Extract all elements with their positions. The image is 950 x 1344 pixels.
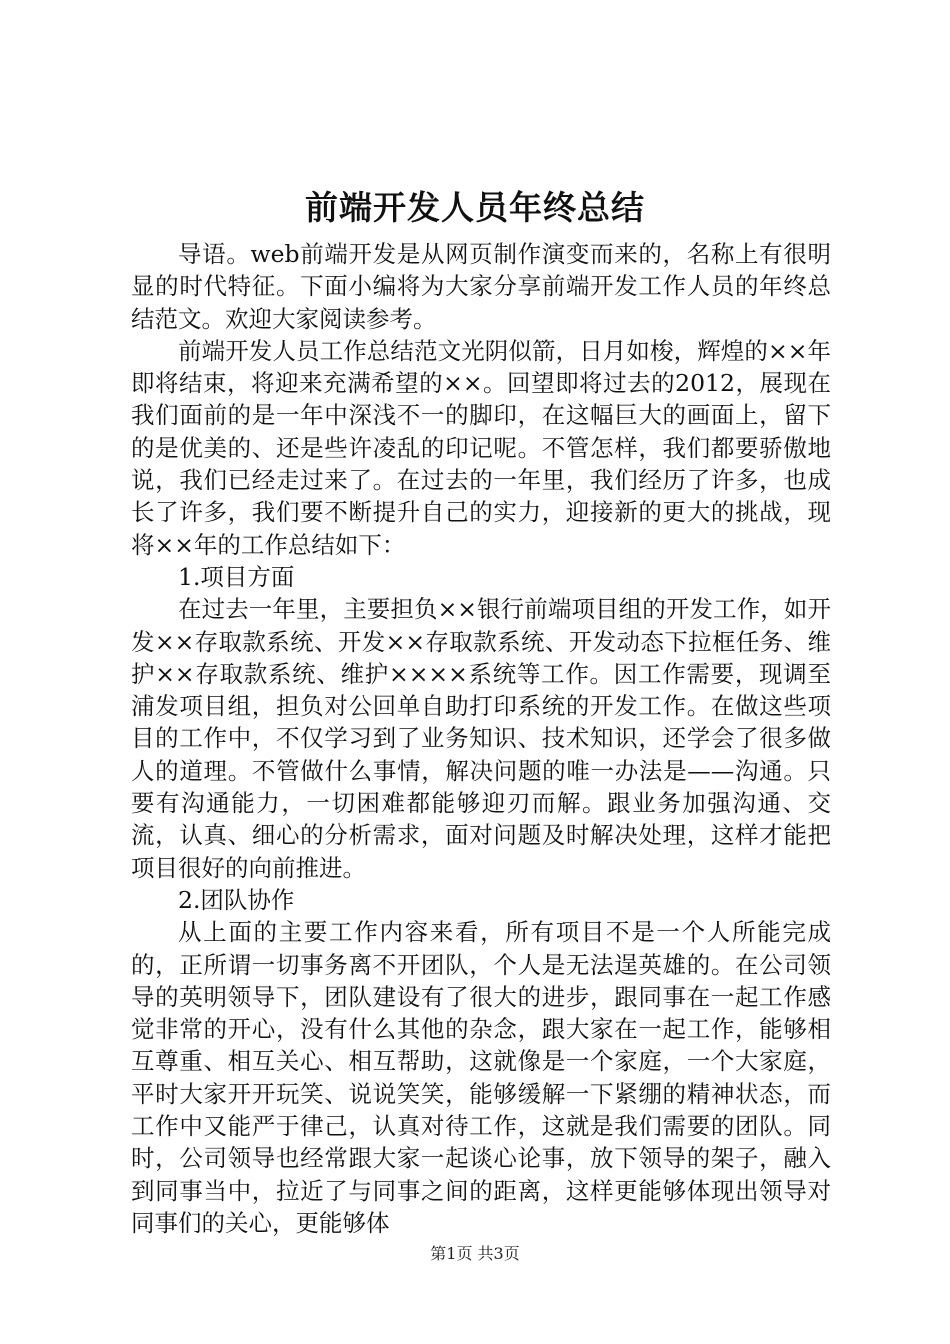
- paragraph-projects: 在过去一年里，主要担负××银行前端项目组的开发工作，如开发××存取款系统、开发××存取款系统、开发动态下拉框任务、维护××存取款系统、维护××××系统等工作。因工作需要，现调至浦发项目组，担负对公回单自助打印系统的开发工作。在做这些项目的工作中，不仅学习到了业务知识、技术知识，还学会了很多做人的道理。不管做什么事情，解决问题的唯一办法是——沟通。只要有沟通能力，一切困难都能够迎刃而解。跟业务加强沟通、交流，认真、细心的分析需求，面对问题及时解决处理，这样才能把项目很好的向前推进。: [131, 595, 831, 882]
- document-body: [131, 238, 831, 1239]
- paragraph-overview: 前端开发人员工作总结范文光阴似箭，日月如梭，辉煌的××年即将结束，将迎来充满希望的××。回望即将过去的2012，展现在我们面前的是一年中深浅不一的脚印，在这幅巨大的画面上，留下的是优美的、还是些许凌乱的印记呢。不管怎样，我们都要骄傲地说，我们已经走过来了。在过去的一年里，我们经历了许多，也成长了许多，我们要不断提升自己的实力，迎接新的更大的挑战，现将××年的工作总结如下：: [131, 336, 831, 559]
- document-title: 前端开发人员年终总结: [305, 188, 645, 227]
- section-heading-projects: 1.项目方面: [178, 562, 295, 591]
- paragraph-intro: 导语。web前端开发是从网页制作演变而来的，名称上有很明显的时代特征。下面小编将为大家分享前端开发工作人员的年终总结范文。欢迎大家阅读参考。: [131, 240, 831, 333]
- page-number-footer: 第1页 共3页: [430, 1244, 520, 1263]
- paragraph-teamwork: 从上面的主要工作内容来看，所有项目不是一个人所能完成的，正所谓一切事务离不开团队，个人是无法逞英雄的。在公司领导的英明领导下，团队建设有了很大的进步，跟同事在一起工作感觉非常的开心，没有什么其他的杂念，跟大家在一起工作，能够相互尊重、相互关心、相互帮助，这就像是一个家庭，一个大家庭，平时大家开开玩笑、说说笑笑，能够缓解一下紧绷的精神状态，而工作中又能严于律己，认真对待工作，这就是我们需要的团队。同时，公司领导也经常跟大家一起谈心论事，放下领导的架子，融入到同事当中，拉近了与同事之间的距离，这样更能够体现出领导对同事们的关心，更能够体: [131, 918, 831, 1237]
- section-heading-teamwork: 2.团队协作: [178, 885, 295, 914]
